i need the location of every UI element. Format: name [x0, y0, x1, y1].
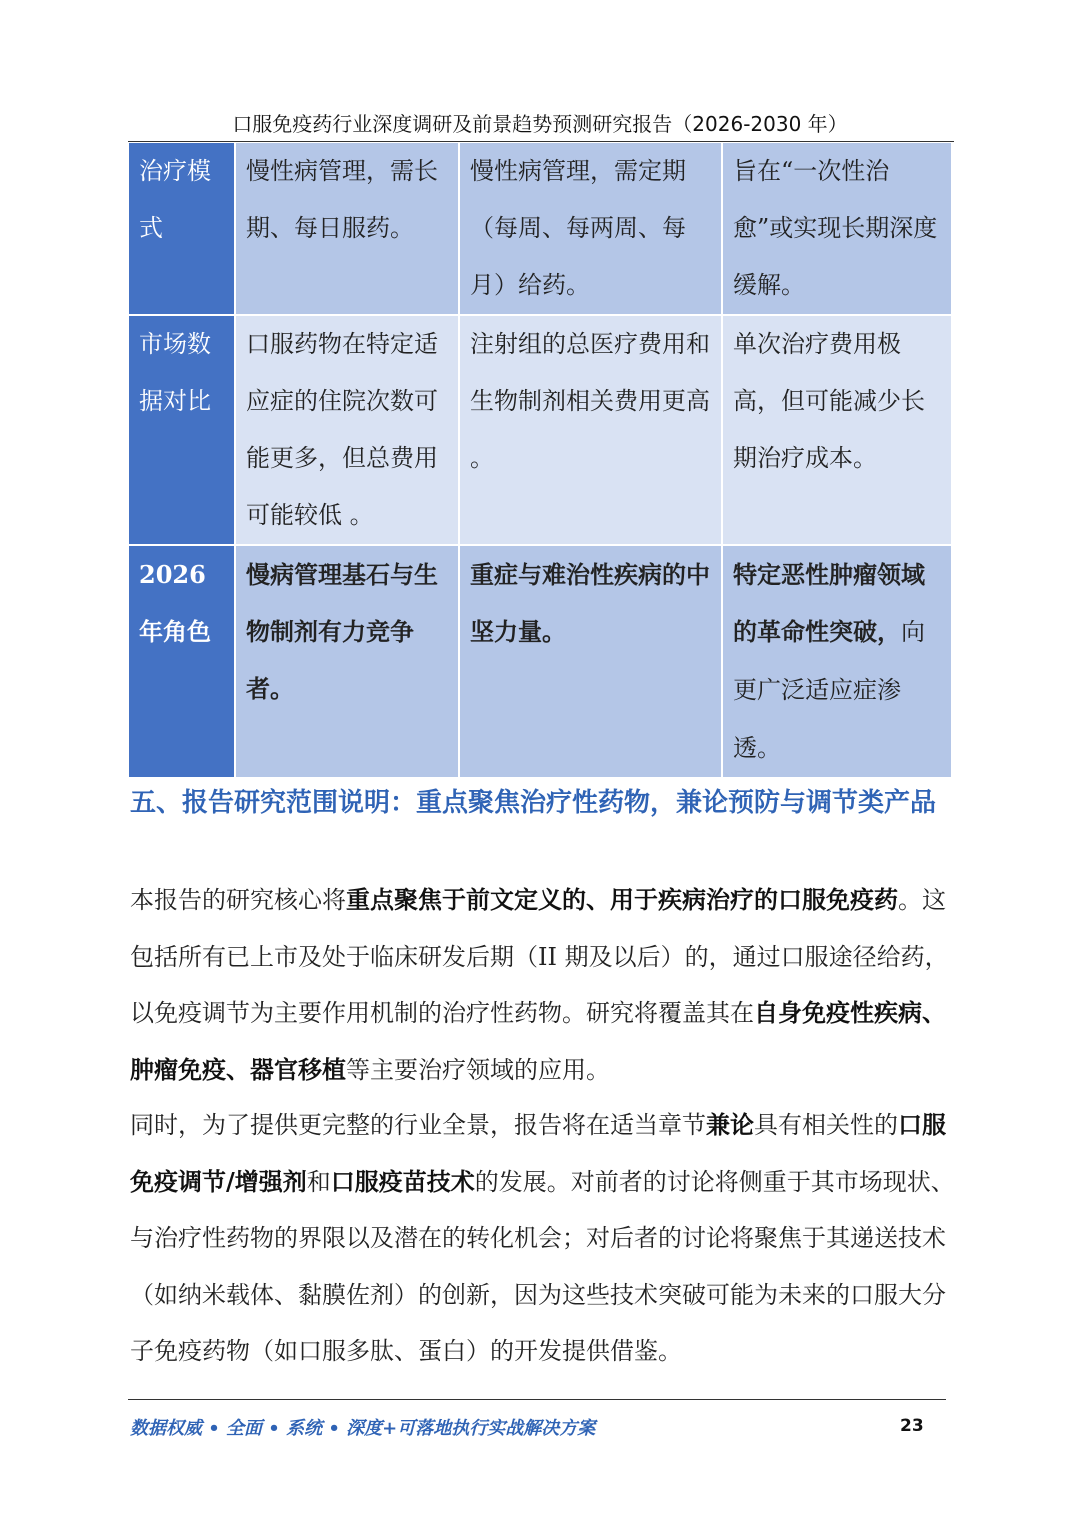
paragraph-bold-text: 兼论	[706, 1110, 754, 1139]
paragraph-bold-text: 口服免疫调节/增强剂	[130, 1110, 946, 1196]
table-cell: 注射组的总医疗费用和生物制剂相关费用更高 。	[459, 315, 722, 545]
table-cell: 口服药物在特定适应症的住院次数可能更多，但总费用可能较低 。	[235, 315, 459, 545]
paragraph-text: 和	[306, 1167, 331, 1196]
row-header-cell: 市场数据对比	[129, 315, 235, 545]
table-cell	[722, 545, 951, 778]
header-divider	[128, 141, 954, 142]
paragraph-scope-core	[130, 872, 960, 1098]
cell-normal-text: 向更广泛适应症渗透。	[733, 618, 925, 762]
table-row	[129, 315, 951, 545]
table-cell: 重症与难治性疾病的中坚力量。	[459, 545, 722, 778]
paragraph-scope-extended	[130, 1097, 960, 1380]
paragraph-text: 的发展。对前者的讨论将侧重于其市场现状、与治疗性药物的界限以及潜在的转化机会；对后者的讨论将聚焦于其递送技术（如纳米载体、黏膜佐剂）的创新，因为这些技术突破可能为未来的口服大分子免疫药物（如口服多肽、蛋白）的开发提供借鉴。	[130, 1167, 955, 1366]
table-cell: 单次治疗费用极高，但可能减少长期治疗成本。	[722, 315, 951, 545]
comparison-table	[129, 143, 951, 779]
row-header-cell: 治疗模式	[129, 143, 235, 315]
paragraph-text: 同时，为了提供更完整的行业全景，报告将在适当章节	[130, 1111, 706, 1139]
table-cell: 慢性病管理，需定期（每周、每两周、每月）给药。	[459, 143, 722, 315]
paragraph-text: 具有相关性的	[754, 1111, 898, 1139]
paragraph-text: 本报告的研究核心将	[130, 886, 346, 914]
footer-slogan: 数据权威 • 全面 • 系统 • 深度+可落地执行实战解决方案	[130, 1418, 596, 1439]
table-cell: 慢病管理基石与生物制剂有力竞争者。	[235, 545, 459, 778]
cell-bold-text: 特定恶性肿瘤领域的革命性突破，	[733, 560, 925, 646]
footer-divider	[128, 1399, 946, 1400]
row-header-cell: 2026 年角色	[129, 545, 235, 778]
paragraph-text: 。这包括所有已上市及处于临床研发后期（II 期及以后）的，通过口服途径给药，以免疫调节为主要作用机制的治疗性药物。研究将覆盖其在	[130, 886, 949, 1028]
table-row	[129, 545, 951, 778]
table-cell: 旨在“一次性治愈”或实现长期深度缓解。	[722, 143, 951, 315]
paragraph-text: 等主要治疗领域的应用。	[346, 1055, 610, 1084]
table-cell: 慢性病管理，需长期、每日服药。	[235, 143, 459, 315]
page-number: 23	[900, 1416, 924, 1436]
paragraph-bold-text: 口服疫苗技术	[330, 1166, 475, 1196]
table-row	[129, 143, 951, 315]
paragraph-bold-text: 自身免疫性疾病、肿瘤免疫、器官移植	[130, 998, 946, 1084]
paragraph-bold-text: 重点聚焦于前文定义的、用于疾病治疗的口服免疫药	[346, 885, 898, 914]
report-header-title: 口服免疫药行业深度调研及前景趋势预测研究报告（2026-2030 年）	[232, 112, 848, 136]
section-heading: 五、报告研究范围说明：重点聚焦治疗性药物，兼论预防与调节类产品	[130, 788, 937, 818]
